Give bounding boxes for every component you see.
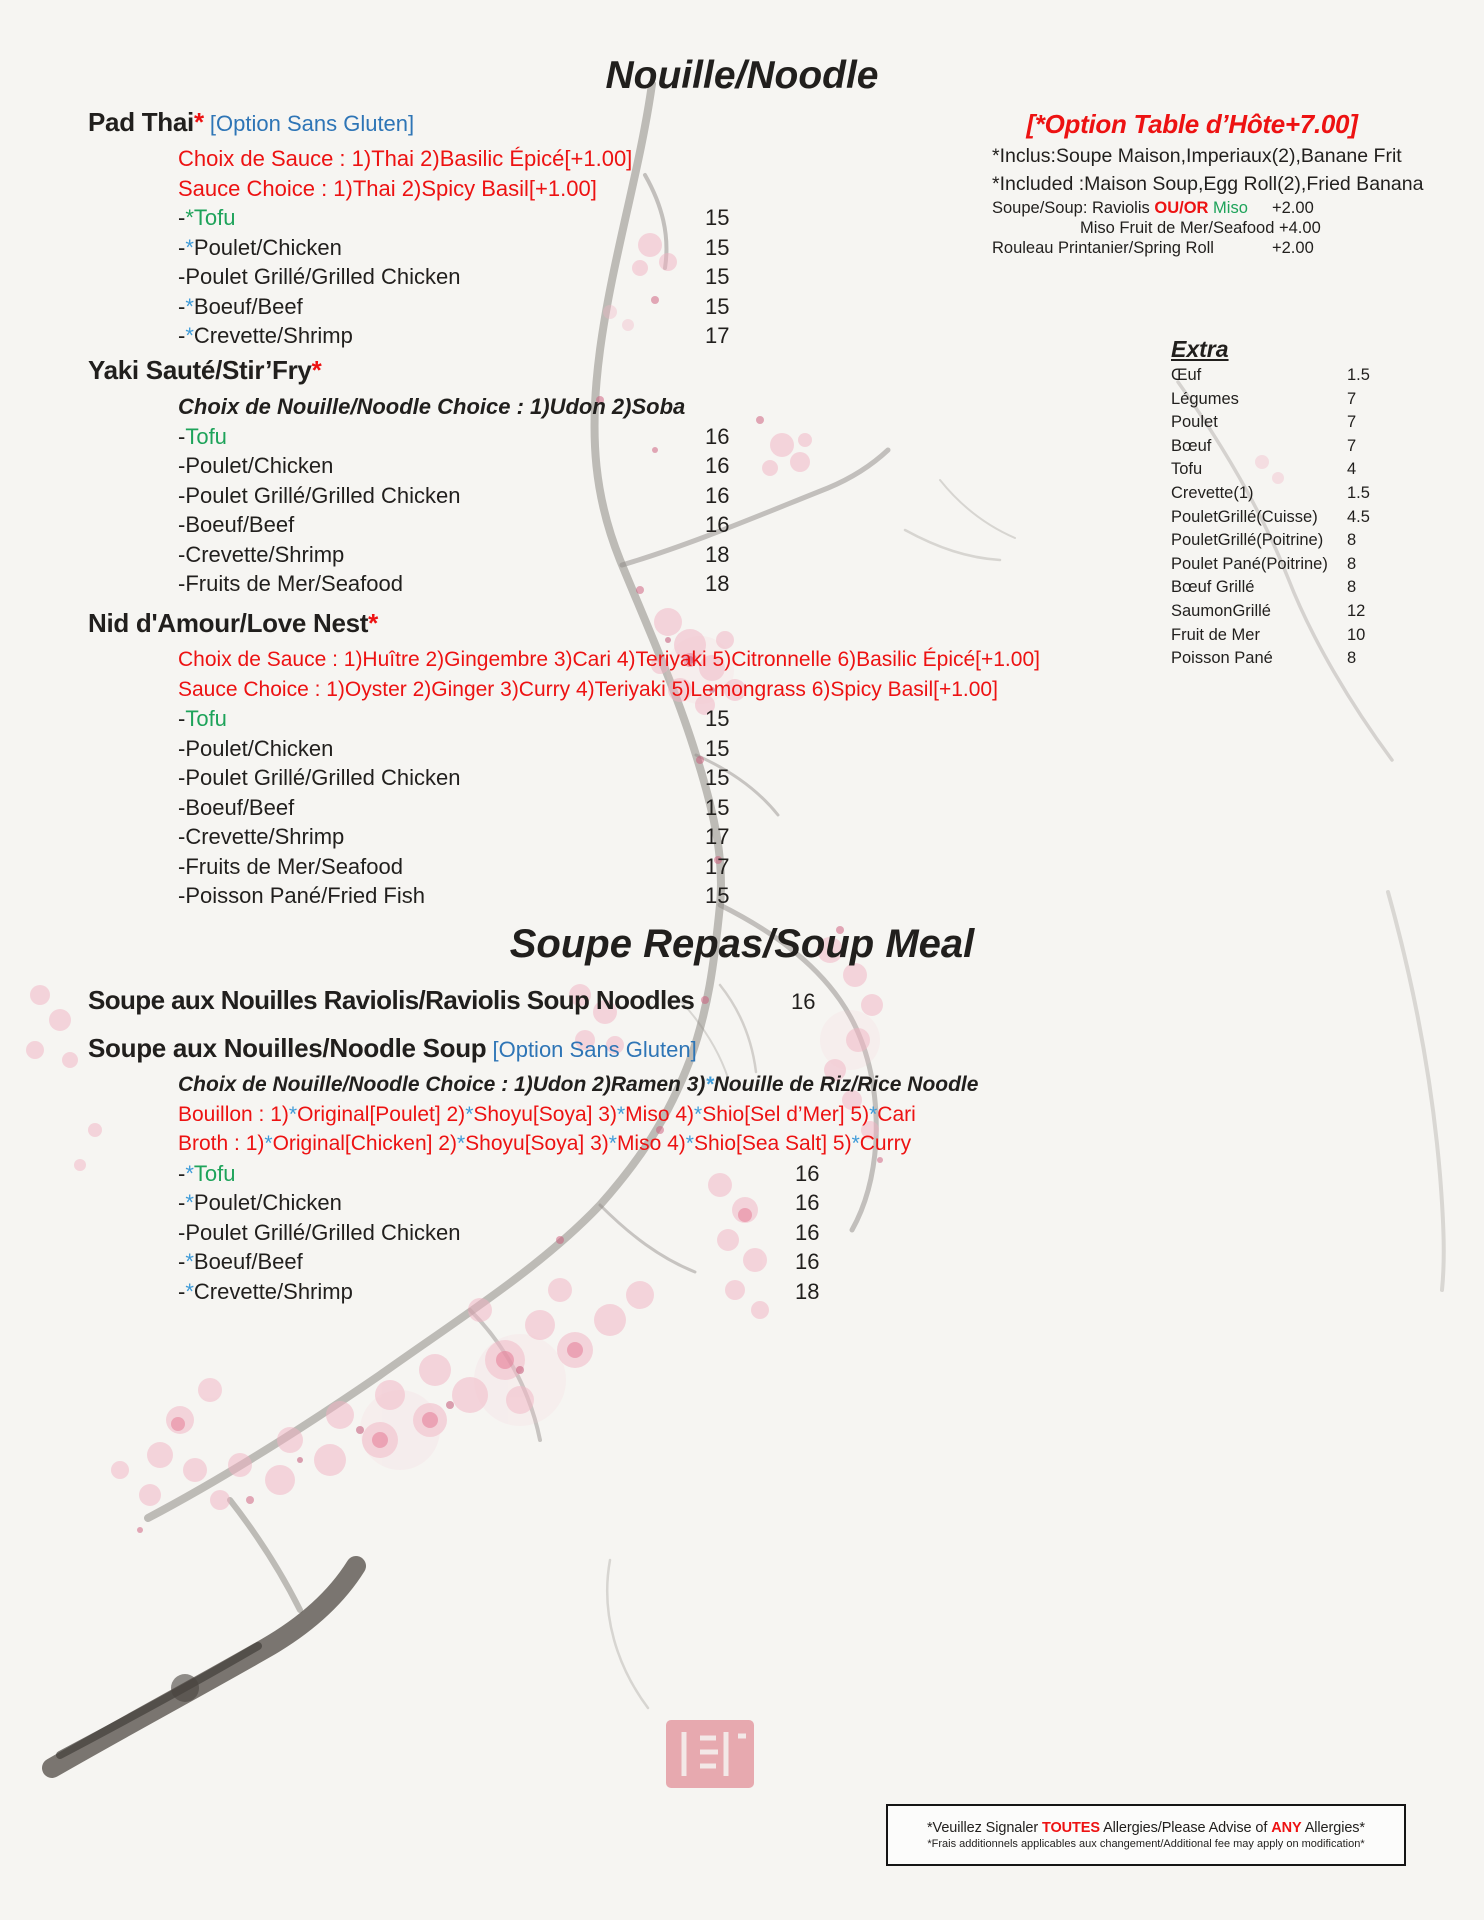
dhote-miso-seafood-row: Miso Fruit de Mer/Seafood +4.00 (1080, 219, 1321, 237)
note-segment: * (694, 1102, 703, 1126)
item-price: 17 (705, 323, 730, 348)
menu-item-row (178, 540, 730, 570)
item-price: 16 (705, 512, 730, 537)
item-price: 16 (795, 1219, 820, 1245)
note-segment: Choix de Nouille/Noodle Choice : 1)Udon 2)Soba (178, 394, 686, 419)
pad-thai-header (88, 104, 632, 144)
item-label: Crevette/Shrimp (185, 541, 345, 567)
note-segment: Original[Chicken] 2) (272, 1132, 457, 1155)
item-price: 15 (705, 706, 730, 731)
menu-item-row (178, 262, 730, 292)
note-segment: Soupe/Soup: Raviolis (992, 199, 1155, 217)
item-price: 15 (705, 883, 730, 908)
item-dash: - (178, 853, 186, 879)
extra-row (1171, 553, 1357, 577)
item-label: Fruits de Mer/Seafood (185, 571, 403, 596)
soup-section-title: Soupe Repas/Soup Meal (509, 922, 975, 966)
nid-items (178, 704, 1040, 911)
item-dash: - (178, 264, 186, 289)
item-star: * (185, 1190, 194, 1215)
spring-roll-label: Rouleau Printanier/Spring Roll (992, 239, 1214, 257)
item-label: Poulet Grillé/Grilled Chicken (185, 765, 461, 790)
item-dash: - (178, 1278, 186, 1304)
extra-price: 7 (1347, 389, 1357, 408)
note-segment: ANY (1271, 1820, 1302, 1836)
extra-price: 8 (1347, 554, 1357, 573)
item-dash: - (178, 1249, 186, 1274)
included-line-en: *Included :Maison Soup,Egg Roll(2),Fried Banana (992, 173, 1424, 195)
menu-item-row (178, 881, 1040, 911)
extra-row (1171, 529, 1357, 553)
item-price: 16 (795, 1249, 820, 1274)
item-label: Fruits de Mer/Seafood (185, 853, 403, 879)
menu-item-row (178, 1247, 978, 1277)
item-price: 15 (705, 293, 730, 319)
item-star: * (185, 323, 194, 348)
menu-item-row (178, 734, 1040, 764)
nid-details (178, 645, 1040, 911)
gluten-free-option: [Option Sans Gluten] (486, 1037, 697, 1062)
extra-label: Fruit de Mer (1171, 625, 1260, 644)
extra-price: 8 (1347, 578, 1357, 597)
extra-label: PouletGrillé(Cuisse) (1171, 507, 1318, 526)
item-price: 16 (705, 423, 730, 449)
item-price: 15 (705, 264, 730, 289)
item-label: Boeuf/Beef (193, 1249, 303, 1274)
spring-roll-price: +2.00 (1272, 239, 1314, 257)
item-label: Tofu (185, 706, 227, 731)
item-label: Boeuf/Beef (185, 794, 295, 820)
item-dash: - (178, 205, 186, 230)
item-price: 17 (705, 824, 730, 849)
menu-item-row (178, 1277, 978, 1307)
table-dhote-panel (992, 108, 1452, 258)
yaki-details (178, 392, 730, 599)
item-dash: - (178, 735, 186, 761)
extra-price: 4.5 (1347, 507, 1370, 526)
note-segment: OU/OR (1154, 199, 1209, 217)
item-label: Poulet/Chicken (185, 735, 334, 761)
item-dash: - (178, 482, 186, 508)
note-segment: Choix de Nouille/Noodle Choice : 1)Udon 2)Ramen 3) (178, 1073, 706, 1096)
section-yaki (88, 352, 730, 599)
extra-label: Œuf (1171, 366, 1202, 384)
menu-item-row (178, 321, 730, 351)
noodle-section-title: Nouille/Noodle (605, 54, 879, 97)
item-dash: - (178, 765, 186, 790)
noodle-choice-note (178, 392, 685, 422)
extra-label: Poulet Pané(Poitrine) (1171, 554, 1328, 573)
note-segment: Shoyu[Soya] 3) (473, 1102, 617, 1126)
item-price: 15 (705, 234, 730, 260)
pad-thai-details (178, 144, 730, 351)
menu-item-row (178, 793, 1040, 823)
item-dash: - (178, 794, 186, 820)
item-star: * (185, 1249, 194, 1274)
item-label: Poulet Grillé/Grilled Chicken (185, 1219, 461, 1245)
note-segment: * (608, 1132, 617, 1155)
section-pad-thai (88, 104, 730, 351)
item-dash: - (178, 1160, 186, 1186)
menu-item-row (178, 292, 730, 322)
menu-item-row (178, 1188, 978, 1218)
menu-item-row (178, 822, 1040, 852)
item-dash: - (178, 706, 186, 731)
broth-note-en (178, 1129, 978, 1159)
broth-note-fr (178, 1100, 978, 1130)
dish-name: Nid d'Amour/Love Nest (88, 608, 369, 638)
item-price: 15 (705, 205, 730, 230)
extra-label: Tofu (1171, 460, 1203, 479)
extra-label: Légumes (1171, 389, 1239, 408)
item-dash: - (178, 541, 186, 567)
item-label: Tofu (193, 1160, 236, 1186)
sauce-note-fr (178, 144, 632, 174)
noodle-choice-note (178, 1070, 978, 1100)
sauce-note-fr (178, 645, 1040, 675)
note-segment: * (465, 1102, 474, 1126)
menu-item-row (178, 481, 730, 511)
menu-item-row (178, 763, 1040, 793)
extra-row (1171, 576, 1357, 600)
note-segment: Curry (859, 1132, 912, 1155)
item-price: 16 (795, 1190, 820, 1215)
note-segment: *Veuillez Signaler (927, 1820, 1042, 1836)
item-dash: - (178, 512, 186, 537)
item-star: * (185, 234, 194, 260)
included-line-fr: *Inclus:Soupe Maison,Imperiaux(2),Banane Frit (992, 145, 1402, 167)
noodle-soup-details (178, 1070, 978, 1306)
extra-label: SaumonGrillé (1171, 601, 1271, 620)
item-price: 16 (705, 453, 730, 478)
extra-row (1171, 647, 1357, 671)
item-dash: - (178, 293, 186, 319)
table-dhote-star: * (368, 608, 378, 638)
item-star: * (185, 1278, 194, 1304)
yaki-items (178, 422, 730, 599)
section-noodle-soup (88, 1030, 978, 1306)
extra-price: 4 (1347, 460, 1357, 479)
item-dash: - (178, 453, 186, 478)
menu-item-row (178, 233, 730, 263)
item-star: * (185, 293, 194, 319)
item-price: 16 (705, 482, 730, 508)
note-segment: Miso 4) (616, 1132, 686, 1155)
item-label: Boeuf/Beef (193, 293, 303, 319)
item-price: 18 (795, 1278, 820, 1304)
note-segment: Allergies* (1301, 1820, 1365, 1836)
menu-item-row (178, 569, 730, 599)
extra-price: 1.5 (1347, 483, 1370, 502)
note-segment: * (705, 1073, 714, 1096)
item-label: Tofu (185, 423, 227, 449)
note-segment: Shio[Sel d’Mer] 5) (702, 1102, 870, 1126)
item-label: Boeuf/Beef (185, 512, 295, 537)
item-price: 15 (705, 765, 730, 790)
note-segment: Miso (1208, 199, 1248, 217)
extra-row (1171, 435, 1357, 459)
dhote-spring-roll-row (992, 238, 1452, 258)
item-price: 17 (705, 853, 730, 879)
allergy-line-1 (927, 1820, 1365, 1836)
note-segment: Broth : 1) (178, 1132, 265, 1155)
extra-row (1171, 388, 1357, 412)
menu-item-row (178, 510, 730, 540)
menu-item-row (178, 422, 730, 452)
note-segment: Allergies/Please Advise of (1099, 1820, 1272, 1836)
menu-item-row (178, 852, 1040, 882)
extra-row (1171, 411, 1357, 435)
note-segment: Miso 4) (625, 1102, 695, 1126)
extra-price: 8 (1347, 649, 1357, 668)
note-segment: * (869, 1102, 878, 1126)
item-label: Poulet Grillé/Grilled Chicken (185, 482, 461, 508)
table-dhote-header: [*Option Table d’Hôte+7.00] (1026, 109, 1358, 139)
note-segment: Choix de Sauce : 1)Thai 2)Basilic Épicé[+1.00] (178, 146, 633, 171)
extra-price: 1.5 (1347, 366, 1370, 384)
extra-row (1171, 458, 1357, 482)
item-dash: - (178, 571, 186, 596)
item-star: * (185, 205, 194, 230)
item-label: Crevette/Shrimp (185, 824, 345, 849)
extra-label: PouletGrillé(Poitrine) (1171, 531, 1324, 550)
item-price: 16 (795, 1160, 820, 1186)
note-segment: Cari (877, 1102, 916, 1126)
allergy-line-2: *Frais additionnels applicables aux changement/Additional fee may apply on modification* (927, 1838, 1365, 1850)
item-price: 15 (705, 735, 730, 761)
extra-label: Poisson Pané (1171, 649, 1273, 668)
note-segment: Shio[Sea Salt] 5) (693, 1132, 852, 1155)
table-dhote-star: * (193, 107, 204, 137)
note-segment: * (685, 1132, 694, 1155)
extra-row (1171, 364, 1370, 388)
note-segment: Choix de Sauce : 1)Huître 2)Gingembre 3)Cari 4)Teriyaki 5)Citronnelle 6)Basilic Épicé[+1.00] (178, 648, 1040, 671)
extra-row (1171, 482, 1370, 506)
item-label: Poisson Pané/Fried Fish (185, 883, 425, 908)
menu-item-row (178, 451, 730, 481)
seal-stamp (666, 1720, 754, 1788)
dish-name: Soupe aux Nouilles Raviolis/Raviolis Soup Noodles (88, 985, 695, 1015)
menu-item-row (178, 1218, 978, 1248)
item-dash: - (178, 423, 186, 449)
menu-item-row (178, 203, 730, 233)
item-dash: - (178, 1190, 186, 1215)
extra-price: 8 (1347, 531, 1357, 550)
extra-heading: Extra (1171, 336, 1229, 362)
item-price: 15 (705, 794, 730, 820)
dhote-soup-segments (992, 199, 1248, 217)
extra-price: 7 (1347, 436, 1357, 455)
sauce-note-en (178, 174, 632, 204)
extra-price: 12 (1347, 601, 1366, 620)
extra-label: Bœuf (1171, 436, 1212, 455)
note-segment: Sauce Choice : 1)Oyster 2)Ginger 3)Curry 4)Teriyaki 5)Lemongrass 6)Spicy Basil[+1.00] (178, 677, 998, 701)
extra-row (1171, 624, 1366, 648)
menu-item-row (178, 1159, 978, 1189)
note-segment: Nouille de Riz/Rice Noodle (713, 1073, 979, 1096)
note-segment: Sauce Choice : 1)Thai 2)Spicy Basil[+1.00] (178, 175, 597, 201)
item-price: 16 (791, 989, 816, 1014)
extra-row (1171, 600, 1366, 624)
note-segment: * (264, 1132, 273, 1155)
raviolis-soup-header (88, 982, 816, 1016)
note-segment: * (288, 1102, 298, 1126)
note-segment: TOUTES (1042, 1820, 1100, 1836)
item-price: 18 (705, 541, 730, 567)
table-dhote-star: * (311, 355, 322, 385)
noodle-soup-header (88, 1030, 978, 1070)
pad-thai-items (178, 203, 730, 351)
item-label: Crevette/Shrimp (193, 323, 353, 348)
section-raviolis-soup (88, 982, 816, 1016)
item-label: Crevette/Shrimp (193, 1278, 353, 1304)
extra-label: Poulet (1171, 413, 1218, 432)
sauce-note-en (178, 675, 1040, 705)
extra-price: 7 (1347, 413, 1357, 432)
note-segment: * (851, 1132, 860, 1155)
note-segment: Bouillon : 1) (178, 1102, 289, 1126)
dish-name: Yaki Sauté/Stir’Fry (88, 355, 312, 385)
item-dash: - (178, 1219, 186, 1245)
extra-price: 10 (1347, 625, 1366, 644)
extra-row (1171, 506, 1370, 530)
item-label: Poulet/Chicken (185, 453, 334, 478)
allergy-notice-box (886, 1804, 1406, 1866)
item-label: Poulet/Chicken (193, 234, 342, 260)
dhote-soup-row (992, 198, 1452, 218)
extra-label: Bœuf Grillé (1171, 578, 1255, 597)
item-dash: - (178, 234, 186, 260)
extra-rows (1171, 364, 1370, 671)
gluten-free-option: [Option Sans Gluten] (203, 111, 415, 136)
item-dash: - (178, 824, 186, 849)
section-nid-damour (88, 605, 1040, 911)
note-segment: Original[Poulet] 2) (297, 1102, 466, 1126)
item-dash: - (178, 883, 186, 908)
item-label: Tofu (193, 205, 236, 230)
item-star: * (185, 1160, 194, 1186)
dish-name: Soupe aux Nouilles/Noodle Soup (88, 1033, 487, 1063)
menu-item-row (178, 704, 1040, 734)
note-segment: Shoyu[Soya] 3) (465, 1132, 609, 1155)
extra-label: Crevette(1) (1171, 483, 1254, 502)
item-label: Poulet/Chicken (193, 1190, 342, 1215)
noodle-soup-items (178, 1159, 978, 1307)
note-segment: * (616, 1102, 626, 1126)
item-label: Poulet Grillé/Grilled Chicken (185, 264, 461, 289)
note-segment: * (456, 1132, 466, 1155)
item-price: 18 (705, 571, 730, 596)
dhote-soup-price: +2.00 (1272, 199, 1314, 217)
yaki-header (88, 352, 685, 392)
dish-name: Pad Thai (88, 107, 194, 137)
item-dash: - (178, 323, 186, 348)
nid-header (88, 605, 1040, 645)
trunk-group (52, 1566, 356, 1768)
extra-panel (1171, 336, 1370, 671)
